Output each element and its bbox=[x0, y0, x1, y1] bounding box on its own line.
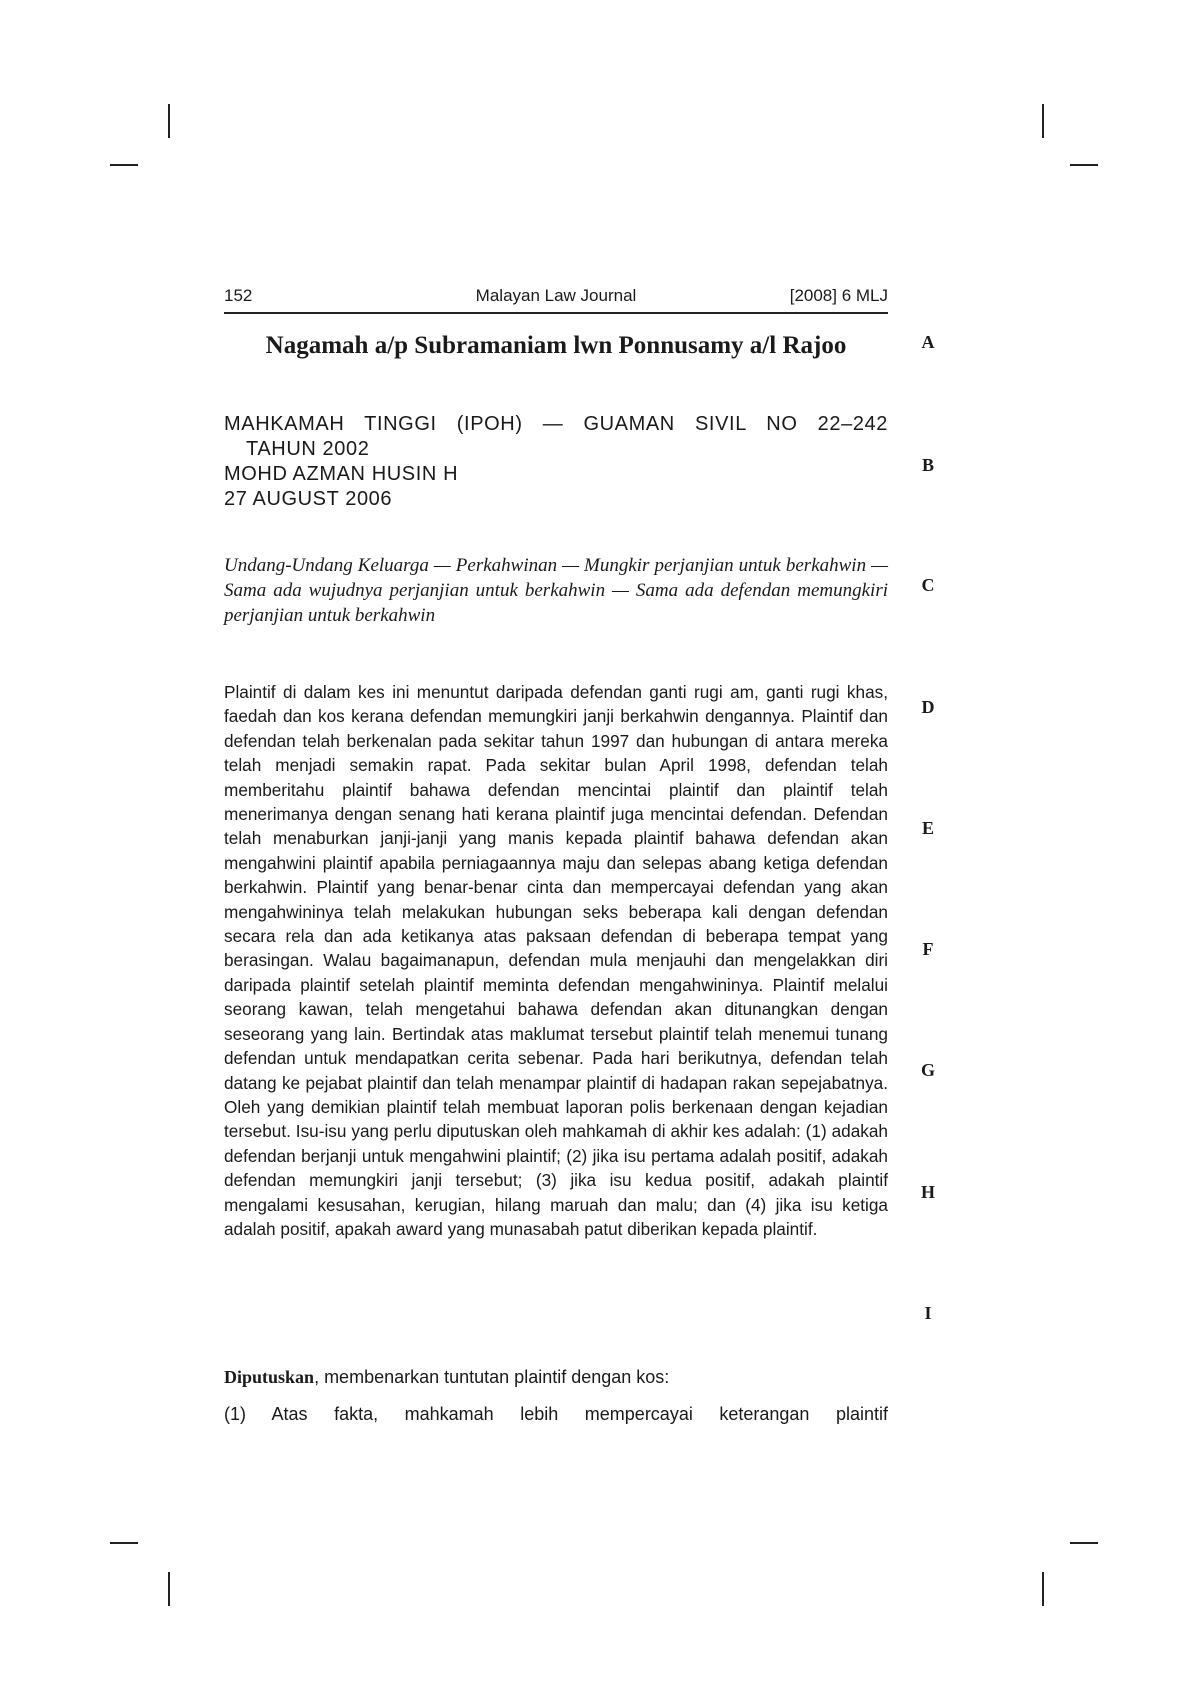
held-statement bbox=[224, 1365, 888, 1390]
margin-letter-i: I bbox=[924, 1303, 932, 1323]
held-item-1: (1) Atas fakta, mahkamah lebih mempercayai keterangan plaintif bbox=[224, 1404, 888, 1424]
margin-letter-h: H bbox=[920, 1182, 935, 1202]
page-number: 152 bbox=[224, 286, 253, 305]
margin-letter-c: C bbox=[921, 575, 935, 595]
judgment-date: 27 AUGUST 2006 bbox=[224, 488, 393, 510]
court-line-2: TAHUN 2002 bbox=[246, 438, 370, 460]
margin-letter-f: F bbox=[922, 939, 934, 959]
held-label: Diputuskan bbox=[224, 1367, 315, 1387]
crop-mark-bottom-left-vertical bbox=[168, 1572, 170, 1606]
running-header bbox=[224, 282, 888, 314]
margin-letter-b: B bbox=[921, 455, 934, 475]
citation: [2008] 6 MLJ bbox=[789, 286, 888, 305]
court-line-1: MAHKAMAH TINGGI (IPOH) — GUAMAN SIVIL NO 22–242 bbox=[224, 413, 888, 435]
journal-name: Malayan Law Journal bbox=[475, 286, 637, 305]
case-summary: Plaintif di dalam kes ini menuntut daripada defendan ganti rugi am, ganti rugi khas, faedah dan kos kerana defendan memungkiri janji berkahwin dengannya. Plaintif dan defendan telah berkenalan pada sekitar tahun 1997 dan hubungan di antara mereka telah menjadi semakin rapat. Pada sekitar bulan April 1998, defendan telah memberitahu plaintif bahawa defendan mencintai plaintif dan plaintif telah menerimanya dengan senang hati kerana plaintif juga mencintai defendan. Defendan telah menaburkan janji-janji yang manis kepada plaintif bahawa defendan akan mengahwini plaintif apabila perniagaannya maju dan selepas abang ketiga defendan berkahwin. Plaintif yang benar-benar cinta dan mempercayai defendan yang akan mengahwininya telah melakukan hubungan seks beberapa kali dengan defendan secara rela dan ada ketikanya atas paksaan defendan di beberapa tempat yang berasingan. Walau bagaimanapun, defendan mula menjauhi dan mengelakkan diri daripada plaintif setelah plaintif meminta defendan mengahwininya. Plaintif melalui seorang kawan, telah mengetahui bahawa defendan akan ditunangkan dengan seseorang yang lain. Bertindak atas maklumat tersebut plaintif telah menemui tunang defendan untuk mendapatkan cerita sebenar. Pada hari berikutnya, defendan telah datang ke pejabat plaintif dan telah menampar plaintif di hadapan rakan sepejabatnya. Oleh yang demikian plaintif telah membuat laporan polis berkenaan dengan kejadian tersebut. Isu-isu yang perlu diputuskan oleh mahkamah di akhir kes adalah: (1) adakah defendan berjanji untuk mengahwini plaintif; (2) jika isu pertama adalah positif, adakah defendan memungkiri janji tersebut; (3) jika isu kedua positif, adakah plaintif mengalami kesusahan, kerugian, hilang maruah dan malu; dan (4) jika isu ketiga adalah positif, apakah award yang munasabah patut diberikan kepada plaintif. bbox=[224, 682, 888, 1239]
case-metadata bbox=[224, 412, 888, 512]
held-text: , membenarkan tuntutan plaintif dengan kos: bbox=[314, 1367, 670, 1387]
margin-letter-g: G bbox=[920, 1060, 935, 1080]
margin-letter-e: E bbox=[921, 818, 934, 838]
crop-mark-top-right-vertical bbox=[1042, 104, 1044, 138]
case-title: Nagamah a/p Subramaniam lwn Ponnusamy a/l Rajoo bbox=[265, 332, 847, 359]
crop-mark-bottom-right-horizontal bbox=[1070, 1542, 1098, 1544]
margin-letter-d: D bbox=[921, 697, 935, 717]
catchwords: Undang-Undang Keluarga — Perkahwinan — Mungkir perjanjian untuk berkahwin — Sama ada wujudnya perjanjian untuk berkahwin — Sama ada defendan memungkiri perjanjian untuk berkahwin bbox=[224, 555, 888, 626]
judge-name: MOHD AZMAN HUSIN H bbox=[224, 463, 459, 485]
crop-mark-top-right-horizontal bbox=[1070, 164, 1098, 166]
crop-mark-bottom-left-horizontal bbox=[110, 1542, 138, 1544]
margin-letter-a: A bbox=[921, 332, 935, 352]
crop-mark-top-left-horizontal bbox=[110, 164, 138, 166]
crop-mark-top-left-vertical bbox=[168, 104, 170, 138]
crop-mark-bottom-right-vertical bbox=[1042, 1572, 1044, 1606]
